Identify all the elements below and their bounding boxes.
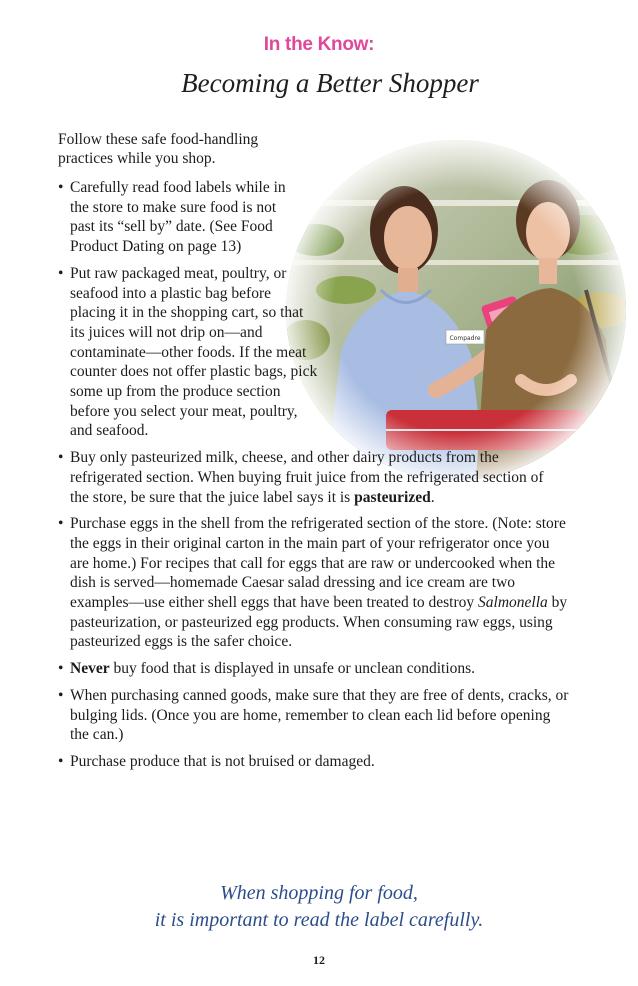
- closing-line-1: When shopping for food,: [220, 882, 418, 904]
- page-title: Becoming a Better Shopper: [181, 68, 479, 98]
- bullet-italic: Salmonella: [478, 594, 548, 612]
- section-kicker: In the Know:: [263, 34, 375, 55]
- bullet-emphasis: pasteurized: [354, 488, 431, 506]
- intro-text: Follow these safe food-handling practices while you shop.: [58, 131, 259, 167]
- bullet-text: When purchasing canned goods, make sure that they are free of dents, cracks, or bulging lids. (Once you are home, remember to clean each lid before opening the can.): [70, 686, 569, 744]
- closing-line-2: it is important to read the label carefully.: [154, 909, 484, 931]
- bullet-dot: •: [58, 660, 64, 678]
- bullet-text-end: .: [430, 488, 435, 506]
- bullet-text: Purchase eggs in the shell from the refrigerated section of the store. (Note: store the eggs in their original carton in the main part of your refrigerator once you are home.) For recipes that call for eggs that are raw or undercooked when the dish is served—homemade Caesar salad dressing and ice cream are two examples—use either shell eggs that have been treated to destroy: [70, 515, 566, 612]
- list-item: [58, 448, 560, 507]
- bullet-list: [58, 178, 578, 779]
- list-item: [58, 659, 570, 679]
- bullet-dot: •: [58, 449, 64, 467]
- bullet-text: Carefully read food labels while in the store to make sure food is not past its “sell by” date. (See Food Product Dating on page 13): [70, 179, 286, 256]
- bullet-dot: •: [58, 515, 64, 533]
- bullet-text: Purchase produce that is not bruised or damaged.: [70, 752, 375, 770]
- bullet-dot: •: [58, 752, 64, 770]
- closing-note: [0, 880, 638, 934]
- bullet-text-end: by pasteurization, or pasteurized egg products. When consuming raw eggs, using pasteurized eggs is the safer choice.: [70, 594, 568, 651]
- list-item: [58, 514, 570, 652]
- bullet-dot: •: [58, 264, 64, 282]
- bullet-text: Put raw packaged meat, poultry, or seafood into a plastic bag before placing it in the shopping cart, so that its juices will not drip on—and contaminate—other foods. If the meat counter does not offer plastic bags, pick some up from the produce section before you select your meat, poultry, and seafood.: [70, 264, 318, 440]
- bullet-emphasis: Never: [70, 660, 110, 678]
- list-item: [58, 264, 320, 441]
- list-item: [58, 752, 570, 772]
- list-item: [58, 178, 290, 257]
- page-number: 12: [313, 953, 325, 967]
- bullet-dot: •: [58, 179, 64, 196]
- bullet-dot: •: [58, 686, 64, 704]
- bullet-text: buy food that is displayed in unsafe or unclean conditions.: [113, 660, 476, 678]
- list-item: [58, 686, 570, 745]
- bullet-text: Buy only pasteurized milk, cheese, and other dairy products from the refrigerated section. When buying fruit juice from the refrigerated section of the store, be sure that the juice label says it is: [70, 449, 544, 506]
